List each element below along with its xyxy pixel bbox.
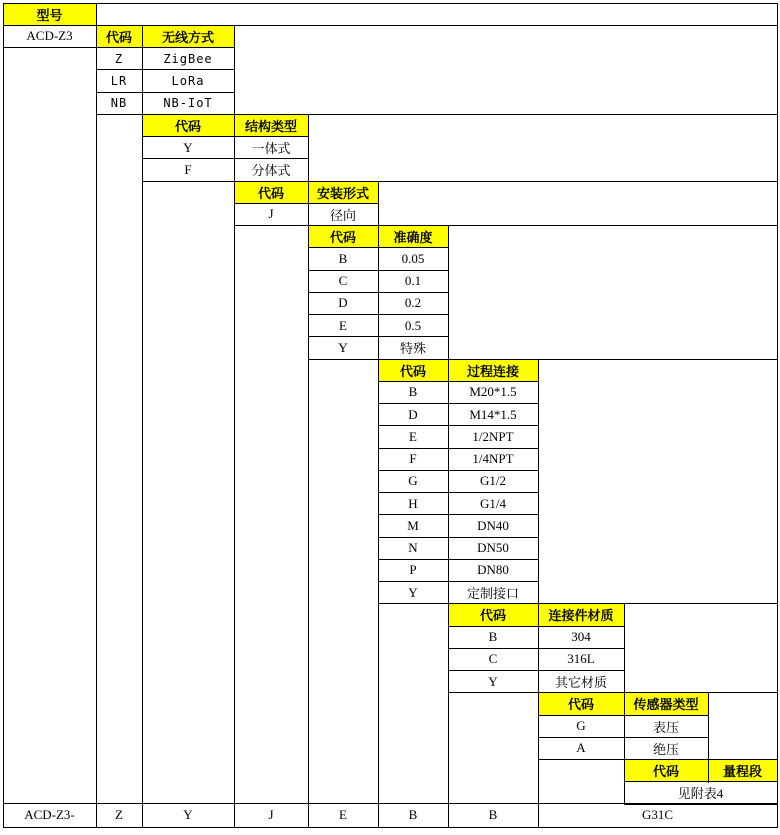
grid-line-v xyxy=(308,181,309,227)
grid-line-v xyxy=(96,3,97,26)
grid-line-v xyxy=(378,359,379,804)
grid-line-v xyxy=(708,760,709,783)
column-header: 量程段 xyxy=(708,760,777,782)
column-header: 传感器类型 xyxy=(624,693,708,715)
option-name: DN80 xyxy=(477,562,509,578)
grid-line-h xyxy=(378,448,539,449)
option-name: M14*1.5 xyxy=(469,406,517,422)
grid-line-v xyxy=(777,760,778,806)
grid-line-v xyxy=(234,114,235,182)
grid-line-v xyxy=(448,359,449,605)
grid-line-h xyxy=(308,225,778,226)
option-name: DN50 xyxy=(477,540,509,556)
grid-line-h xyxy=(448,626,625,627)
option-code: J xyxy=(268,206,274,222)
grid-line-h xyxy=(448,603,778,604)
model-prefix: ACD-Z3 xyxy=(26,28,73,44)
grid-line-h xyxy=(378,492,539,493)
grid-line-v xyxy=(308,803,309,828)
grid-line-v xyxy=(448,604,449,804)
grid-line-h xyxy=(378,581,539,582)
grid-line-h xyxy=(448,648,625,649)
example-code: Z xyxy=(115,807,123,822)
column-header: 结构类型 xyxy=(234,114,308,136)
grid-line-v xyxy=(708,693,709,761)
grid-line-h xyxy=(142,114,778,115)
grid-line-v xyxy=(378,226,379,361)
option-code: Y xyxy=(488,673,498,689)
option-code: Y xyxy=(183,139,193,155)
option-name: DN40 xyxy=(477,517,509,533)
option-code: LR xyxy=(110,73,128,88)
code-header: 代码 xyxy=(624,760,708,782)
option-code: N xyxy=(408,540,418,556)
grid-line-v xyxy=(777,3,778,828)
option-code: C xyxy=(338,273,348,289)
option-code: Y xyxy=(338,339,348,355)
grid-line-v xyxy=(538,604,539,694)
code-header: 代码 xyxy=(234,181,308,203)
grid-line-h xyxy=(308,314,449,315)
example-code: G31C xyxy=(641,807,674,822)
option-name: 0.05 xyxy=(401,250,425,266)
column-header: 安装形式 xyxy=(308,181,378,203)
grid-line-h xyxy=(378,559,539,560)
option-name: 304 xyxy=(571,629,591,645)
grid-line-v xyxy=(234,803,235,828)
option-code: F xyxy=(184,161,192,177)
grid-line-v xyxy=(308,114,309,182)
option-code: NB xyxy=(110,96,128,111)
option-code: F xyxy=(409,451,417,467)
option-name: 一体式 xyxy=(251,141,291,157)
option-name: M20*1.5 xyxy=(469,384,517,400)
grid-line-h xyxy=(448,670,625,671)
grid-line-h xyxy=(308,247,449,248)
option-name: 特殊 xyxy=(399,341,426,357)
grid-line-h xyxy=(142,158,309,159)
grid-line-h xyxy=(96,92,235,93)
grid-line-h xyxy=(3,3,778,4)
grid-line-v xyxy=(142,114,143,804)
column-header: 准确度 xyxy=(378,226,448,248)
option-code: B xyxy=(408,384,418,400)
grid-line-v xyxy=(538,693,539,804)
grid-line-v xyxy=(448,226,449,361)
code-header: 代码 xyxy=(378,359,448,381)
grid-line-v xyxy=(3,3,4,828)
grid-line-h xyxy=(378,537,539,538)
grid-line-v xyxy=(624,693,625,761)
option-name: 其它材质 xyxy=(554,675,607,691)
model-label: 型号 xyxy=(3,3,96,25)
option-code: B xyxy=(338,250,348,266)
column-header: 无线方式 xyxy=(142,25,234,47)
grid-line-h xyxy=(3,47,97,48)
grid-line-v xyxy=(448,803,449,828)
option-code: C xyxy=(488,651,498,667)
grid-line-h xyxy=(538,692,778,693)
column-header: 连接件材质 xyxy=(538,604,624,626)
grid-line-v xyxy=(142,803,143,828)
grid-line-h xyxy=(96,25,778,26)
option-name: 0.5 xyxy=(404,317,422,333)
grid-line-v xyxy=(538,803,539,828)
grid-line-v xyxy=(3,803,4,828)
grid-line-h xyxy=(378,359,778,360)
grid-line-v xyxy=(234,25,235,115)
grid-line-v xyxy=(234,181,235,804)
option-name: 0.1 xyxy=(404,273,422,289)
grid-line-h xyxy=(378,403,539,404)
grid-line-v xyxy=(96,803,97,828)
option-code: B xyxy=(488,629,498,645)
option-name: 表压 xyxy=(652,719,679,735)
option-name: 1/2NPT xyxy=(472,428,514,444)
option-name: G1/2 xyxy=(480,473,506,489)
option-code: E xyxy=(339,317,347,333)
option-code: M xyxy=(407,517,419,533)
grid-line-v xyxy=(378,181,379,227)
option-name: 316L xyxy=(567,651,595,667)
grid-line-h xyxy=(378,470,539,471)
grid-line-h xyxy=(378,381,539,382)
option-name: ZigBee xyxy=(163,51,213,66)
example-code: J xyxy=(268,807,274,822)
option-code: H xyxy=(408,495,418,511)
option-code: Y xyxy=(408,584,418,600)
option-code: D xyxy=(408,406,418,422)
option-name: 径向 xyxy=(329,207,356,223)
example-code: B xyxy=(488,807,498,822)
grid-line-v xyxy=(308,226,309,805)
grid-line-v xyxy=(378,803,379,828)
grid-line-h xyxy=(96,69,235,70)
grid-line-v xyxy=(624,760,625,805)
example-code: E xyxy=(339,807,347,822)
code-header: 代码 xyxy=(96,25,142,47)
example-code: Y xyxy=(183,807,193,822)
grid-line-h xyxy=(308,336,449,337)
option-code: G xyxy=(576,718,586,734)
grid-line-h xyxy=(378,514,539,515)
option-name: G1/4 xyxy=(480,495,506,511)
option-code: Z xyxy=(114,51,124,66)
grid-line-h xyxy=(624,781,778,782)
option-name: 见附表4 xyxy=(677,786,724,802)
option-code: D xyxy=(338,295,348,311)
grid-line-h xyxy=(142,136,309,137)
grid-line-v xyxy=(538,359,539,605)
option-code: G xyxy=(408,473,418,489)
option-name: 定制接口 xyxy=(466,586,519,602)
grid-line-h xyxy=(96,47,235,48)
code-header: 代码 xyxy=(142,114,234,136)
code-header: 代码 xyxy=(308,226,378,248)
option-name: LoRa xyxy=(171,73,205,88)
column-header: 过程连接 xyxy=(448,359,538,381)
grid-line-v xyxy=(624,604,625,694)
example-code: B xyxy=(408,807,418,822)
grid-line-h xyxy=(234,203,379,204)
option-name: 1/4NPT xyxy=(472,451,514,467)
option-name: 0.2 xyxy=(404,295,422,311)
code-header: 代码 xyxy=(448,604,538,626)
option-name: NB-IoT xyxy=(163,96,213,111)
grid-line-h xyxy=(624,759,778,760)
option-code: E xyxy=(409,428,417,444)
example-code: ACD-Z3- xyxy=(24,807,75,822)
option-name: 绝压 xyxy=(652,741,679,757)
grid-line-h xyxy=(308,292,449,293)
option-name: 分体式 xyxy=(251,163,291,179)
grid-line-h xyxy=(308,270,449,271)
grid-line-h xyxy=(378,425,539,426)
grid-line-h xyxy=(234,181,778,182)
option-code: P xyxy=(409,562,417,578)
grid-line-v xyxy=(142,25,143,115)
code-header: 代码 xyxy=(538,693,624,715)
option-code: A xyxy=(576,740,586,756)
grid-line-v xyxy=(96,25,97,804)
